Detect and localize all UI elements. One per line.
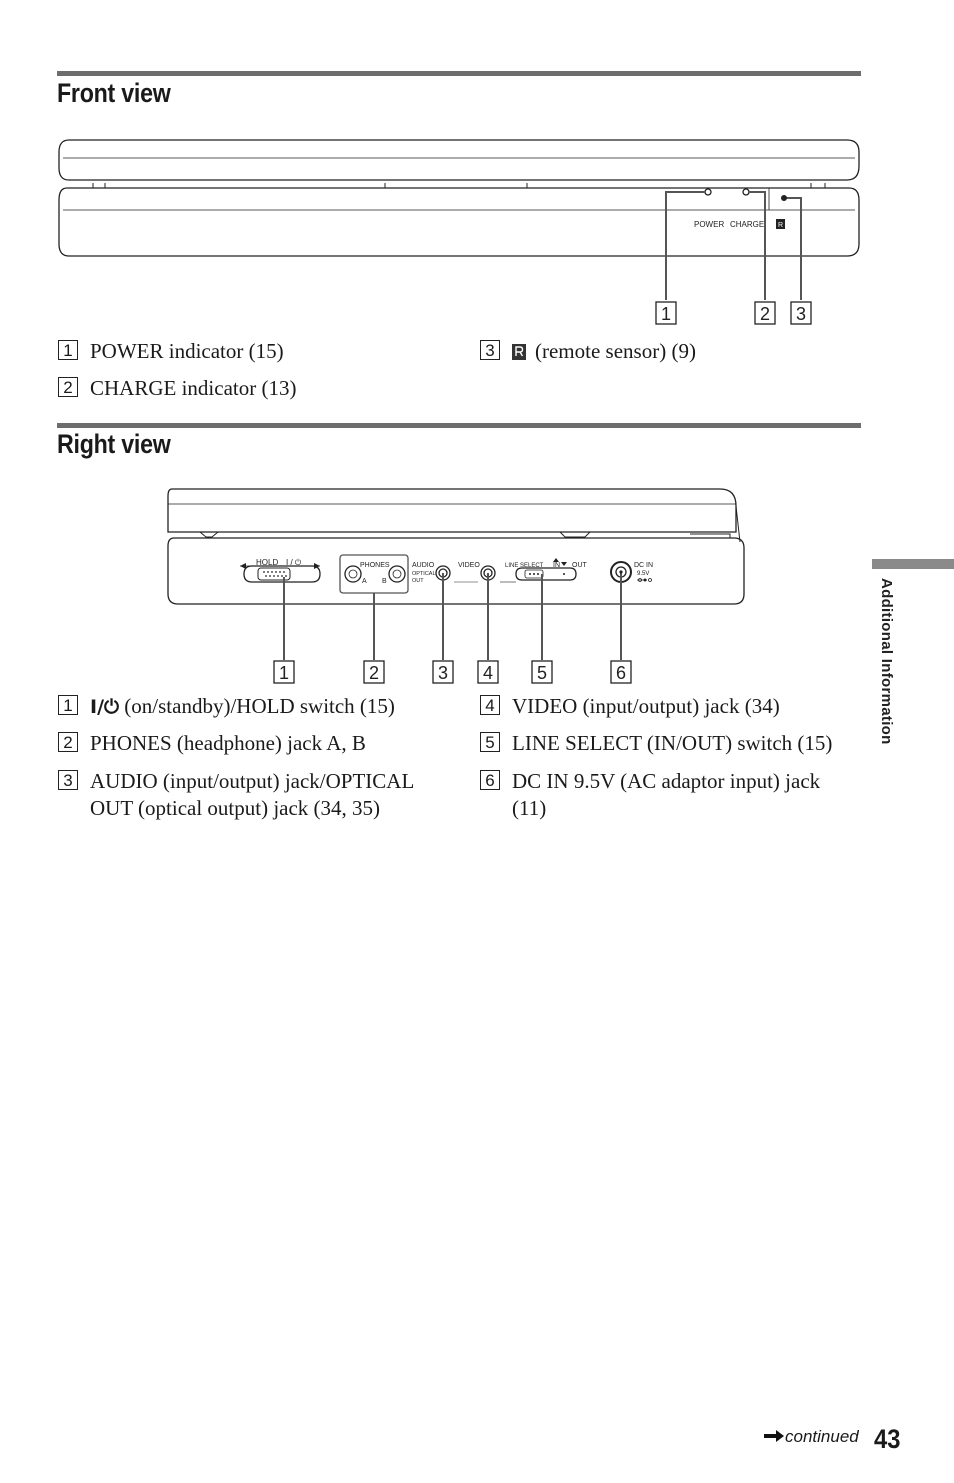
right-callout-3: 3 [438,663,449,683]
phones-jack-a [345,566,361,582]
legend-text: PHONES (headphone) jack A, B [90,731,366,755]
panel-label-power: POWER [694,220,725,229]
lid-outline [59,140,859,180]
continued-note [763,1427,859,1447]
legend-text: (remote sensor) (9) [535,339,696,363]
legend-text: VIDEO (input/output) jack (34) [512,694,780,718]
lid-outline [168,489,736,532]
power-indicator-led [705,189,711,195]
panel-label-charge: CHARGE [730,220,765,229]
legend-text: POWER indicator (15) [90,339,284,363]
front-legend-item-2 [58,375,458,402]
panel-label-dc-voltage: 9.5V [637,571,650,577]
leader-line-2 [749,192,765,300]
legend-text: (on/standby)/HOLD switch (15) [124,694,395,718]
panel-label-hold: HOLD [256,558,279,567]
phones-group-frame [340,555,408,593]
right-callout-4: 4 [483,663,494,683]
page-number: 43 [874,1424,901,1454]
front-view-title: Front view [57,78,171,108]
panel-label-optical: OPTICAL [412,571,436,577]
right-callout-5: 5 [537,663,548,683]
right-view-title: Right view [57,429,171,459]
legend-number-4: 4 [480,695,500,715]
front-legend-item-1 [58,338,458,365]
leader-line-3 [784,198,801,300]
legend-number-3: 3 [480,340,500,360]
right-callout-6: 6 [616,663,627,683]
right-legend-item-5 [480,730,870,757]
right-view-figure [160,484,750,688]
section-tab-label: Additional Information [878,578,895,745]
panel-label-in: IN [553,562,560,569]
legend-text: DC IN 9.5V (AC adaptor input) jack (11) [512,769,821,820]
front-view-figure [55,136,865,332]
section-tab-bar [872,559,954,569]
legend-text: CHARGE indicator (13) [90,376,297,400]
continued-text: continued [785,1427,859,1446]
legend-number-1: 1 [58,695,78,715]
remote-sensor-icon [512,344,526,360]
panel-label-line-select: LINE SELECT [505,563,544,569]
right-view-diagram [160,484,750,688]
arrow-right-icon [763,1429,785,1443]
front-legend-item-3 [480,338,860,365]
front-view-rule [57,71,861,76]
legend-number-6: 6 [480,770,500,790]
legend-number-1: 1 [58,340,78,360]
front-callout-1: 1 [661,304,672,324]
panel-label-out: OUT [572,562,587,569]
front-callout-2: 2 [760,304,771,324]
front-view-diagram [55,136,865,332]
panel-label-out-small: OUT [412,578,424,584]
legend-number-5: 5 [480,732,500,752]
panel-label-phones-a: A [362,578,367,585]
right-legend-item-6 [480,768,850,822]
right-legend-item-4 [480,693,865,720]
right-view-rule [57,423,861,428]
panel-label-video: VIDEO [458,562,480,569]
right-legend-item-2 [58,730,463,757]
panel-label-remote: R [778,222,784,229]
panel-label-audio: AUDIO [412,562,435,569]
legend-text: LINE SELECT (IN/OUT) switch (15) [512,731,833,755]
charge-indicator-led [743,189,749,195]
legend-text: AUDIO (input/output) jack/OPTICAL OUT (optical output) jack (34, 35) [90,769,414,820]
panel-label-phones: PHONES [360,562,390,569]
front-callout-3: 3 [796,304,807,324]
phones-jack-b [389,566,405,582]
right-legend-item-3 [58,768,443,822]
panel-label-dc-in: DC IN [634,562,654,569]
legend-number-3: 3 [58,770,78,790]
leader-line-1 [666,192,705,300]
right-legend-item-1 [58,693,463,721]
legend-number-2: 2 [58,377,78,397]
hold-switch-knob [258,568,290,580]
panel-label-phones-b: B [382,578,387,585]
power-standby-symbol: I/⏻ [90,696,120,718]
legend-number-2: 2 [58,732,78,752]
right-callout-1: 1 [279,663,290,683]
panel-label-power-symbol: I / ⏻ [286,558,302,567]
remote-sensor-window [781,195,787,201]
right-callout-2: 2 [369,663,380,683]
base-outline [168,538,744,604]
